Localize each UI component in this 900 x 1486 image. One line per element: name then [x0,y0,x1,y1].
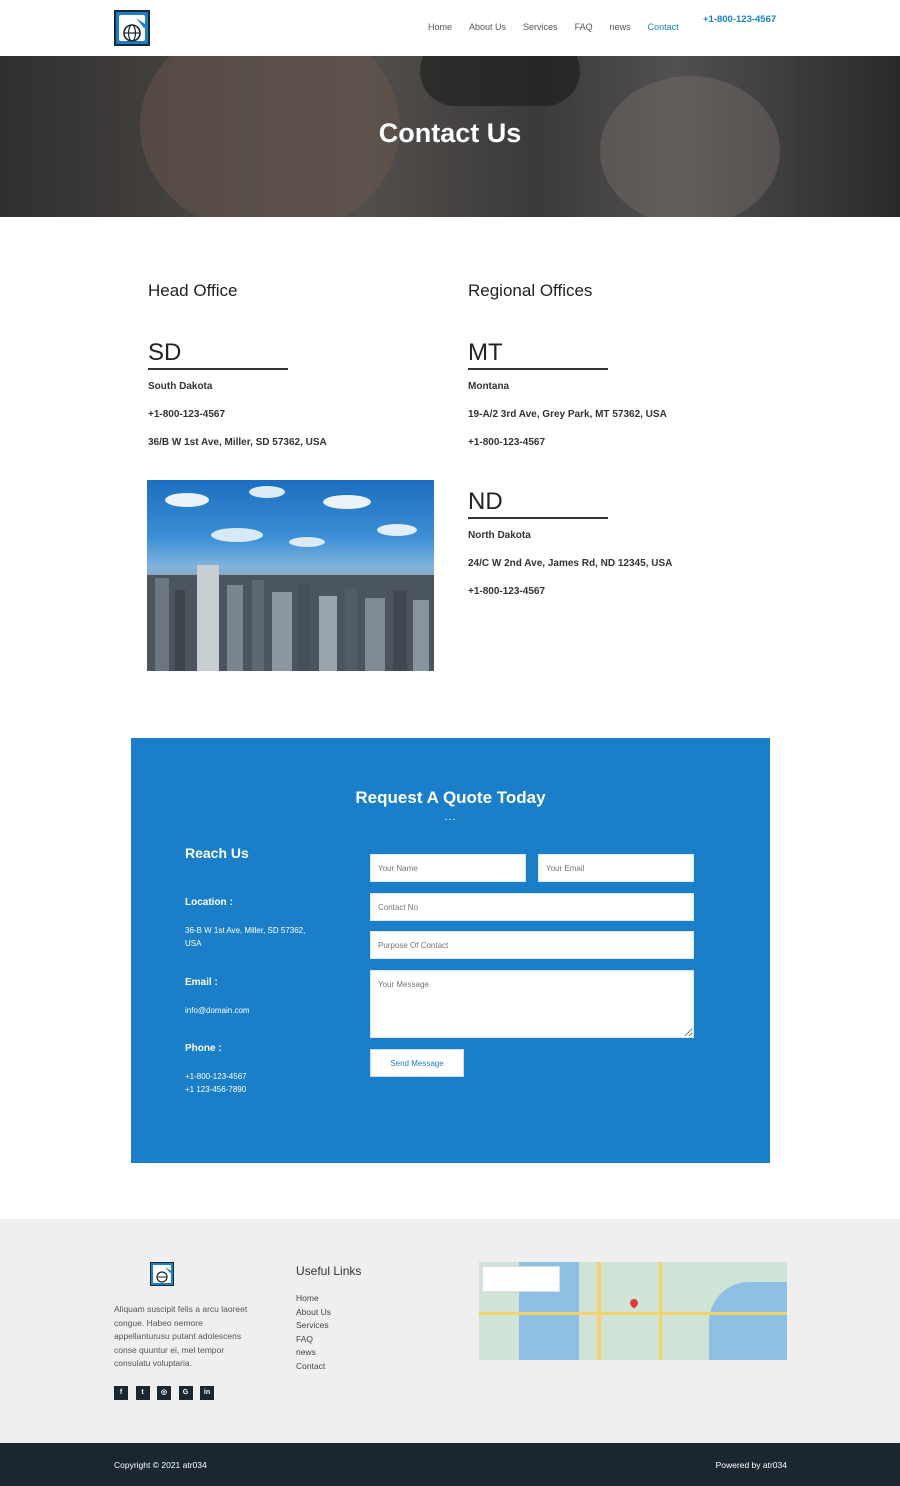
office-address-mt: 19-A/2 3rd Ave, Grey Park, MT 57362, USA [468,409,667,420]
nav-news[interactable]: news [609,22,631,32]
reach-us-title: Reach Us [185,845,249,861]
message-textarea[interactable] [370,970,694,1038]
regional-offices-title: Regional Offices [468,281,593,300]
nav-faq[interactable]: FAQ [574,22,593,32]
purpose-input[interactable] [370,931,694,959]
office-address-sd: 36/B W 1st Ave, Miller, SD 57362, USA [148,437,327,448]
head-office-title: Head Office [148,281,238,300]
footer-about-line: consulatu voluptaria. [114,1358,192,1368]
email-label: Email : [185,977,218,988]
phone-line-1[interactable]: +1-800-123-4567 [185,1072,247,1081]
office-code-sd: SD [148,341,288,370]
location-line-1: 36-B W 1st Ave, Miller, SD 57362, [185,926,306,935]
office-name-sd: South Dakota [148,381,213,392]
linkedin-icon[interactable]: in [200,1386,214,1400]
send-message-button[interactable]: Send Message [370,1049,464,1077]
phone-line-2[interactable]: +1 123-456-7890 [185,1085,247,1094]
nav-contact[interactable]: Contact [647,22,679,32]
copyright-text: Copyright © 2021 atr034 [114,1460,207,1470]
globe-logo-icon [116,12,150,46]
google-icon[interactable]: G [179,1386,193,1400]
bottom-bar [0,1443,900,1486]
office-name-mt: Montana [468,381,510,392]
instagram-icon[interactable]: ◎ [157,1386,171,1400]
footer-about-line: congue. Habeo nemore [114,1317,203,1328]
useful-links-list [296,1292,331,1373]
map-pin-icon[interactable] [628,1297,639,1308]
office-phone-mt: +1-800-123-4567 [468,437,546,448]
office-phone-nd: +1-800-123-4567 [468,586,546,597]
footer-logo[interactable] [150,1262,174,1286]
footer-about-text [114,1303,274,1371]
twitter-icon[interactable]: t [136,1386,150,1400]
office-address-nd: 24/C W 2nd Ave, James Rd, ND 12345, USA [468,558,673,569]
footer-link-faq[interactable]: FAQ [296,1333,314,1344]
site-header [0,0,900,56]
quote-title: Request A Quote Today [355,788,546,807]
phone-label: Phone : [185,1043,222,1054]
nav-home[interactable]: Home [428,22,453,32]
quote-section [131,738,770,1163]
hero-banner [0,56,900,217]
city-skyline-image [147,480,434,671]
email-text[interactable]: info@domain.com [185,1006,250,1015]
phone-text [185,1070,325,1096]
quote-divider: ... [444,811,457,823]
footer-about-line: Aliquam suscipit felis a arcu laoreet [114,1304,248,1314]
useful-links-title: Useful Links [296,1264,362,1278]
office-name-nd: North Dakota [468,530,531,541]
nav-services[interactable]: Services [523,22,558,32]
office-phone-sd: +1-800-123-4567 [148,409,226,420]
footer-link-news[interactable]: news [296,1347,316,1357]
location-line-2: USA [185,939,202,948]
site-footer [0,1219,900,1443]
contact-number-input[interactable] [370,893,694,921]
globe-logo-icon [151,1263,175,1287]
site-logo[interactable] [114,10,150,46]
page-title: Contact Us [378,118,522,148]
office-code-nd: ND [468,490,608,519]
location-label: Location : [185,897,233,908]
footer-link-services[interactable]: Services [296,1320,329,1330]
footer-link-home[interactable]: Home [296,1293,319,1303]
office-code-mt: MT [468,341,608,370]
map-info-card[interactable] [482,1266,560,1292]
footer-link-about-us[interactable]: About Us [296,1306,331,1317]
facebook-icon[interactable]: f [114,1386,128,1400]
header-phone[interactable]: +1-800-123-4567 [703,14,777,25]
footer-about-line: appellanturusu putant adolescens [114,1331,242,1341]
email-input[interactable] [538,854,694,882]
name-input[interactable] [370,854,526,882]
social-links [114,1386,222,1400]
powered-by-text: Powered by atr034 [715,1460,787,1470]
location-map[interactable] [479,1262,787,1360]
footer-link-contact[interactable]: Contact [296,1360,326,1371]
nav-about-us[interactable]: About Us [469,22,507,32]
footer-about-line: conse quuntur ei, mel tempor [114,1344,225,1355]
main-nav [428,22,696,32]
location-text [185,924,325,950]
